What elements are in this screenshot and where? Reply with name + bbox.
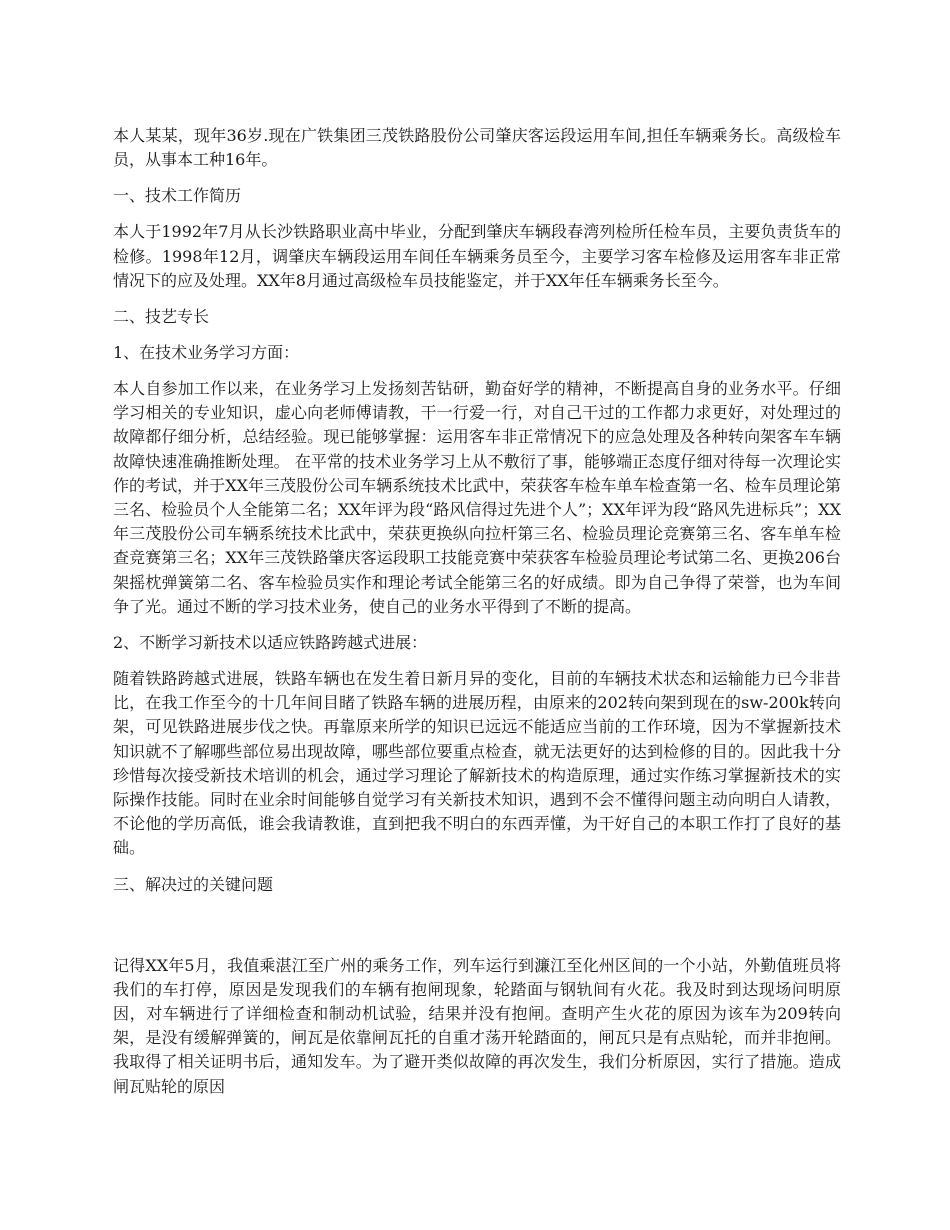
intro-paragraph: 本人某某，现年36岁.现在广铁集团三茂铁路股份公司肇庆客运段运用车间,担任车辆乘务长。高级检车员，从事本工种16年。 [113,126,841,170]
section-3-heading: 三、解决过的关键问题 [113,874,274,894]
section-2-sub-1-heading: 1、在技术业务学习方面： [113,343,300,363]
document-page [113,124,841,1099]
section-1-heading: 一、技术工作简历 [113,186,242,206]
section-2-sub-2-body: 随着铁路跨越式进展，铁路车辆也在发生着日新月异的变化，目前的车辆技术状态和运输能力已今非昔比，在我工作至今的十几年间目睹了铁路车辆的进展历程，由原来的202转向架到现在的sw-200k转向架，可见铁路进展步伐之快。再靠原来所学的知识已远远不能适应当前的工作环境，因为不掌握新技术知识就不了解哪些部位易出现故障，哪些部位要重点检查，就无法更好的达到检修的目的。因此我十分珍惜每次接受新技术培训的机会，通过学习理论了解新技术的构造原理，通过实作练习掌握新技术的实际操作技能。同时在业余时间能够自觉学习有关新技术知识，遇到不会不懂得问题主动向明白人请教，不论他的学历高低，谁会我请教谁，直到把我不明白的东西弄懂，为干好自己的本职工作打了良好的基础。 [113,669,841,858]
section-2-sub-1-body: 本人自参加工作以来，在业务学习上发扬刻苦钻研，勤奋好学的精神，不断提高自身的业务水平。仔细学习相关的专业知识，虚心向老师傅请教，干一行爱一行，对自己干过的工作都力求更好，对处理过的故障都仔细分析，总结经验。现已能够掌握：运用客车非正常情况下的应急处理及各种转向架客车车辆故障快速准确推断处理。 在平常的技术业务学习上从不敷衍了事，能够端正态度仔细对待每一次理论实作的考试，并于XX年三茂股份公司车辆系统技术比武中，荣获客车检车单车检查第一名、检车员理论第三名、检验员个人全能第二名；XX年评为段“路风信得过先进个人”；XX年评为段“路风先进标兵”；XX年三茂股份公司车辆系统技术比武中，荣获更换纵向拉杆第三名、检验员理论竞赛第三名、客车单车检查竞赛第三名；XX年三茂铁路肇庆客运段职工技能竞赛中荣获客车检验员理论考试第二名、更换206台架摇枕弹簧第二名、客车检验员实作和理论考试全能第三名的好成绩。即为自己争得了荣誉，也为车间争了光。通过不断的学习技术业务，使自己的业务水平得到了不断的提高。 [113,379,841,616]
section-1-body: 本人于1992年7月从长沙铁路职业高中毕业，分配到肇庆车辆段春湾列检所任检车员，主要负责货车的检修。1998年12月，调肇庆车辆段运用车间任车辆乘务员至今，主要学习客车检修及运用客车非正常情况下的应及处理。XX年8月通过高级检车员技能鉴定，并于XX年任车辆乘务长至今。 [113,222,841,290]
section-2-sub-2-heading: 2、不断学习新技术以适应铁路跨越式进展： [113,633,428,653]
section-2-heading: 二、技艺专长 [113,307,210,327]
section-3-body: 记得XX年5月，我值乘湛江至广州的乘务工作，列车运行到濂江至化州区间的一个小站，外勤值班员将我们的车打停，原因是发现我们的车辆有抱闸现象，轮踏面与钢轨间有火花。我及时到达现场问明原因，对车辆进行了详细检查和制动机试验，结果并没有抱闸。查明产生火花的原因为该车为209转向架，是没有缓解弹簧的，闸瓦是依靠闸瓦托的自重才荡开轮踏面的，闸瓦只是有点贴轮，而并非抱闸。我取得了相关证明书后，通知发车。为了避开类似故障的再次发生，我们分析原因，实行了措施。造成闸瓦贴轮的原因 [113,955,841,1096]
